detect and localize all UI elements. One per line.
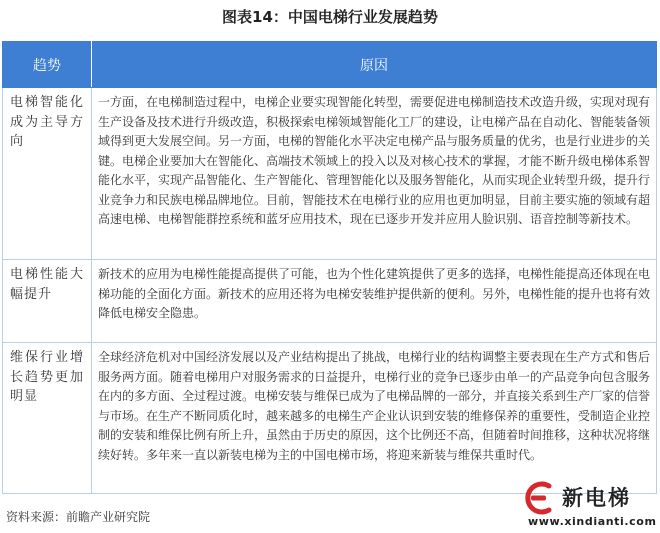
reason-cell: 新技术的应用为电梯性能提高提供了可能，也为个性化建筑提供了更多的选择，电梯性能提高还体现在电梯功能的全面化方面。新技术的应用还将为电梯安装维护提供新的便利。另外，电梯性能的提升也将有效降低电梯安全隐患。 [92,260,657,343]
trend-cell: 电梯智能化成为主导方向 [3,88,92,260]
table-row [3,343,657,494]
trend-cell: 维保行业增长趋势更加明显 [3,343,92,494]
trend-table [2,41,657,494]
trend-cell: 电梯性能大幅提升 [3,260,92,343]
chart-title: 图表14：中国电梯行业发展趋势 [222,8,438,26]
reason-cell: 全球经济危机对中国经济发展以及产业结构提出了挑战，电梯行业的结构调整主要表现在生产方式和售后服务两方面。随着电梯用户对服务需求的日益提升，电梯行业的竞争已逐步由单一的产品竞争向包含服务在内的多方面、全过程过渡。电梯安装与维保已成为了电梯品牌的一部分，并直接关系到生产厂家的信誉与市场。在生产不断同质化时，越来越多的电梯生产企业认识到安装的维修保养的重要性，受制造企业控制的安装和维保比例有所上升，虽然由于历史的原因，这个比例还不高，但随着时间推移，这种状况将继续好转。多年来一直以新装电梯为主的中国电梯市场，将迎来新装与维保共重时代。 [92,343,657,494]
watermark-logo [522,480,656,532]
table-row [3,260,657,343]
table-header-row [3,42,657,88]
logo-url: www.xindianti.com [528,515,657,528]
table-row [3,88,657,260]
header-trend: 趋势 [3,42,92,88]
reason-cell: 一方面，在电梯制造过程中，电梯企业要实现智能化转型，需要促进电梯制造技术改造升级，实现对现有生产设备及技术进行升级改造，积极探索电梯领域智能化工厂的建设，让电梯产品在自动化、智能装备领域得到更大发展空间。另一方面，电梯的智能化水平决定电梯产品与服务质量的优劣，也是行业进步的关键。电梯企业要加大在智能化、高端技术领域上的投入以及对核心技术的掌握，才能不断升级电梯体系智能化水平，实现产品智能化、生产智能化、管理智能化以及服务智能化，从而实现企业转型升级，提升行业竞争力和民族电梯品牌地位。目前，智能技术在电梯行业的应用也更加明显，目前主要实施的领域有超高速电梯、电梯智能群控系统和蓝牙应用技术，现在已逐步开发并应用人脸识别、语音控制等新技术。 [92,88,657,260]
header-reason: 原因 [92,42,657,88]
source-note: 资料来源：前瞻产业研究院 [6,510,151,524]
elevator-e-icon [522,480,556,516]
logo-name: 新电梯 [562,486,631,510]
